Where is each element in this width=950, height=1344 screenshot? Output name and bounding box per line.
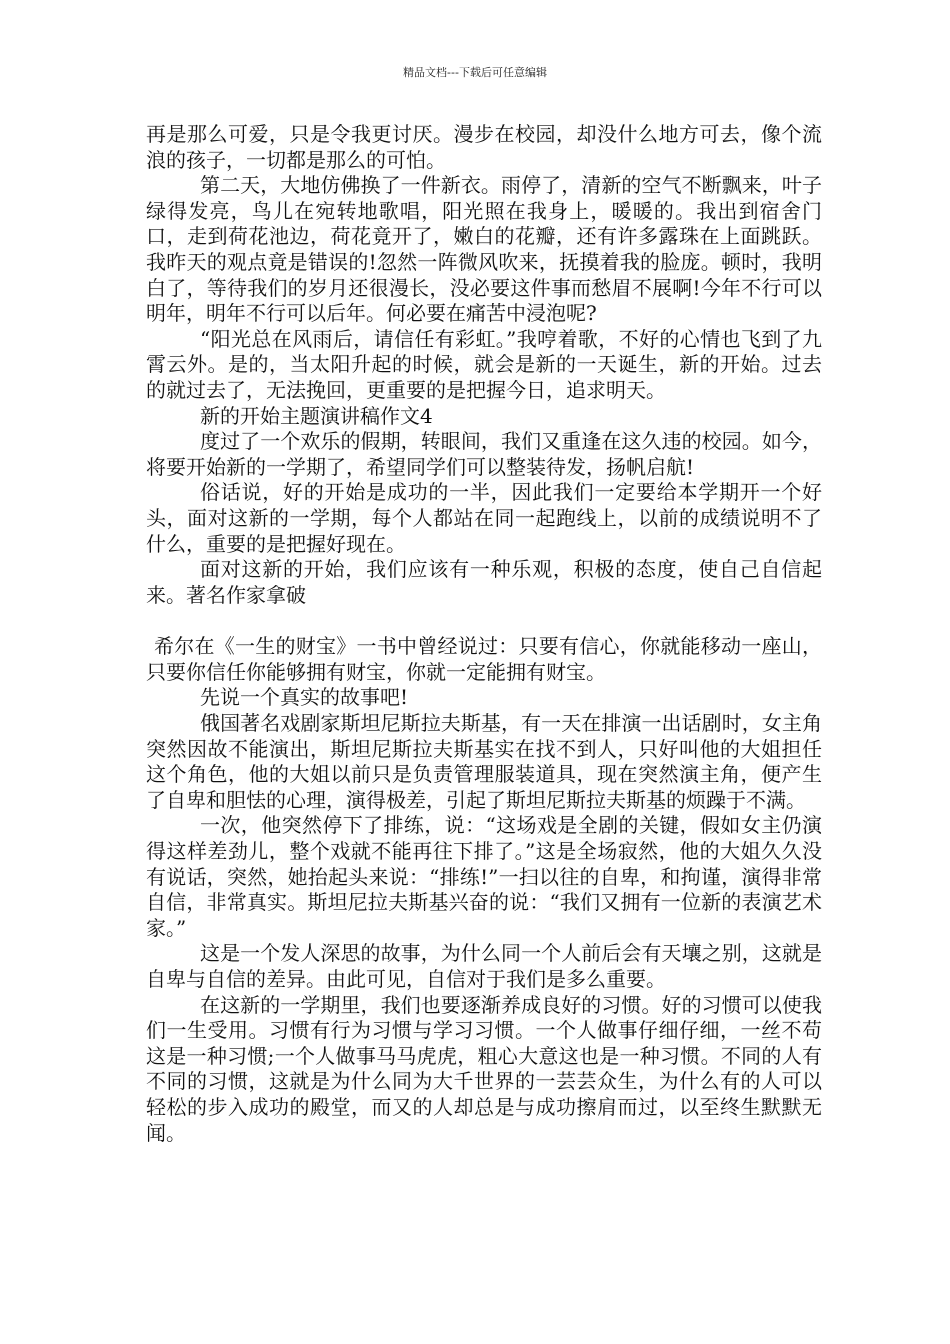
paragraph-holiday: 度过了一个欢乐的假期，转眼间，我们又重逢在这久违的校园。如今，将要开始新的一学期了，希望同学们可以整装待发，扬帆启航! bbox=[146, 429, 822, 479]
paragraph-habits: 在这新的一学期里，我们也要逐渐养成良好的习惯。好的习惯可以使我们一生受用。习惯有行为习惯与学习习惯。一个人做事仔细仔细，一丝不苟这是一种习惯;一个人做事马马虎虎，粗心大意这也是一种习惯。不同的人有不同的习惯，这就是为什么同为大千世界的一芸芸众生，为什么有的人可以轻松的步入成功的殿堂，而又的人却总是与成功擦肩而过，以至终生默默无闻。 bbox=[146, 992, 822, 1145]
paragraph-stanislavski: 俄国著名戏剧家斯坦尼斯拉夫斯基，有一天在排演一出话剧时，女主角突然因故不能演出，斯坦尼斯拉夫斯基实在找不到人，只好叫他的大姐担任这个角色，他的大姐以前只是负责管理服装道具，现在突然演主角，便产生了自卑和胆怯的心理，演得极差，引起了斯坦尼斯拉夫斯基的烦躁于不满。 bbox=[146, 711, 822, 812]
page-break-gap bbox=[146, 608, 822, 634]
document-body bbox=[146, 122, 822, 1146]
paragraph-sunshine: “阳光总在风雨后，请信任有彩虹。”我哼着歌，不好的心情也飞到了九霄云外。是的，当太阳升起的时候，就会是新的一天诞生，新的开始。过去的就过去了，无法挽回，更重要的是把握今日，追求明天。 bbox=[146, 326, 822, 402]
paragraph-second-day: 第二天，大地仿佛换了一件新衣。雨停了，清新的空气不断飘来，叶子绿得发亮，鸟儿在宛转地歌唱，阳光照在我身上，暖暖的。我出到宿舍门口，走到荷花池边，荷花竟开了，嫩白的花瓣，还有许多露珠在上面跳跃。我昨天的观点竟是错误的!忽然一阵微风吹来，抚摸着我的脸庞。顿时，我明白了，等待我们的岁月还很漫长，没必要这件事而愁眉不展啊!今年不行可以明年，明年不行可以后年。何必要在痛苦中浸泡呢? bbox=[146, 173, 822, 326]
paragraph-continuation: 再是那么可爱，只是令我更讨厌。漫步在校园，却没什么地方可去，像个流浪的孩子，一切都是那么的可怕。 bbox=[146, 122, 822, 172]
section-heading: 新的开始主题演讲稿作文4 bbox=[200, 403, 433, 428]
page-header: 精品文档---下载后可任意编辑 bbox=[403, 66, 547, 79]
paragraph-rehearsal: 一次，他突然停下了排练，说：“这场戏是全剧的关键，假如女主仍演得这样差劲儿，整个戏就不能再往下排了。”这是全场寂然，他的大姐久久没有说话，突然，她抬起头来说：“排练!”一扫以往的自卑，和拘谨，演得非常自信，非常真实。斯坦尼拉夫斯基兴奋的说：“我们又拥有一位新的表演艺术家。” bbox=[146, 813, 822, 940]
paragraph-story-intro: 先说一个真实的故事吧! bbox=[200, 685, 409, 710]
paragraph-reflection: 这是一个发人深思的故事，为什么同一个人前后会有天壤之别，这就是自卑与自信的差异。由此可见，自信对于我们是多么重要。 bbox=[146, 941, 822, 991]
paragraph-confidence: 面对这新的开始，我们应该有一种乐观，积极的态度，使自己自信起来。著名作家拿破 bbox=[146, 557, 822, 607]
paragraph-hill-quote: 希尔在《一生的财宝》一书中曾经说过：只要有信心，你就能移动一座山，只要你信任你能够拥有财宝，你就一定能拥有财宝。 bbox=[146, 634, 822, 684]
paragraph-good-start: 俗话说，好的开始是成功的一半，因此我们一定要给本学期开一个好头，面对这新的一学期，每个人都站在同一起跑线上，以前的成绩说明不了什么，重要的是把握好现在。 bbox=[146, 480, 822, 556]
